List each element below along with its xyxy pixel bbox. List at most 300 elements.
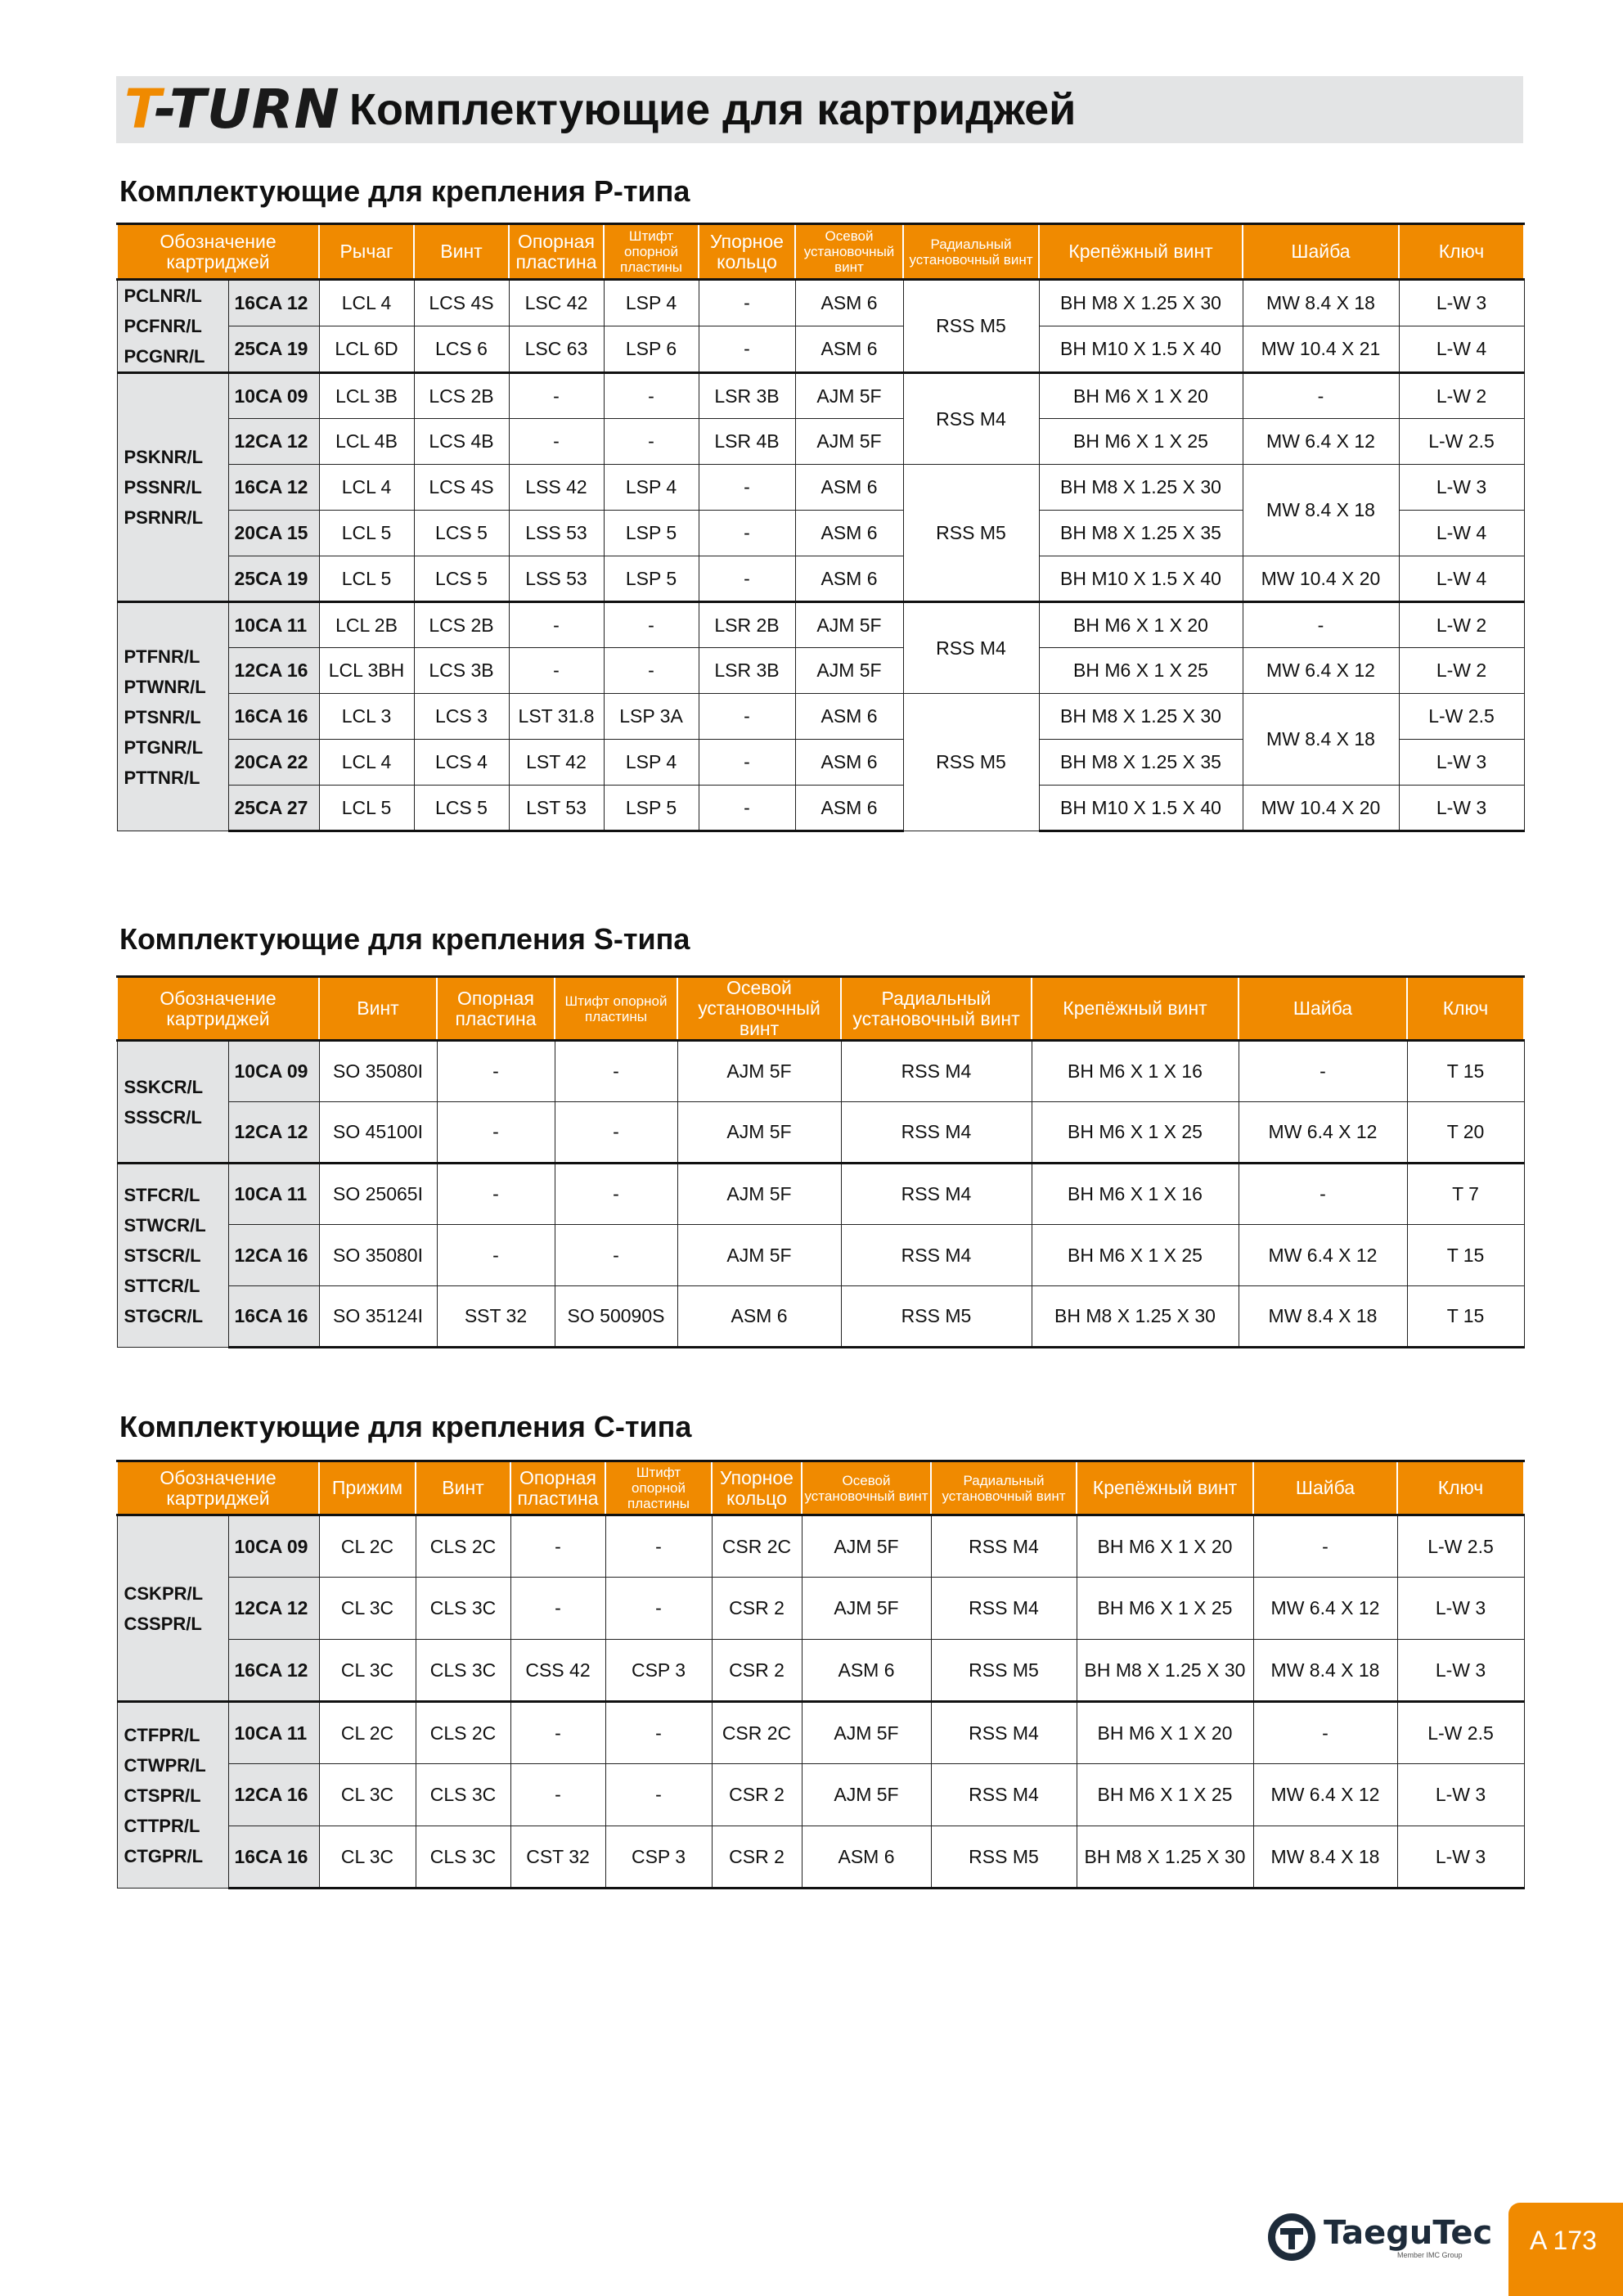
- plate-cell: CSS 42: [510, 1640, 605, 1702]
- table-row: [117, 1578, 1524, 1640]
- washer-cell: -: [1253, 1702, 1397, 1764]
- group-label: STFCR/L STWCR/L STSCR/L STTCR/L STGCR/L: [117, 1164, 228, 1348]
- table-row: [117, 1640, 1524, 1702]
- lever-cell: LCL 6D: [319, 326, 414, 373]
- pin-cell: CSP 3: [605, 1640, 712, 1702]
- radial-cell: RSS M4: [903, 602, 1039, 694]
- t-turn-logo: [124, 79, 340, 140]
- screw-cell: CLS 3C: [416, 1764, 510, 1826]
- radial-cell: RSS M4: [841, 1041, 1032, 1102]
- ring-cell: -: [699, 740, 795, 786]
- screw-cell: SO 35124I: [319, 1286, 437, 1348]
- pin-cell: LSP 4: [604, 465, 699, 511]
- clamp-screw-cell: BH M6 X 1 X 16: [1032, 1164, 1239, 1225]
- pin-cell: -: [605, 1764, 712, 1826]
- c-hdr-radial: Радиальный установочный винт: [931, 1461, 1077, 1515]
- pin-cell: LSP 4: [604, 740, 699, 786]
- cartridge-code: 12CA 12: [228, 419, 319, 465]
- key-cell: L-W 2: [1399, 602, 1524, 648]
- screw-cell: LCS 6: [414, 326, 509, 373]
- table-row: [117, 1702, 1524, 1764]
- key-cell: L-W 4: [1399, 326, 1524, 373]
- table-row: [117, 1041, 1524, 1102]
- clamp-screw-cell: BH M6 X 1 X 25: [1039, 648, 1243, 694]
- table-row: [117, 1286, 1524, 1348]
- washer-cell: MW 8.4 X 18: [1239, 1286, 1407, 1348]
- screw-cell: LCS 5: [414, 511, 509, 556]
- plate-cell: -: [510, 1515, 605, 1578]
- cartridge-code: 20CA 15: [228, 511, 319, 556]
- lever-cell: LCL 3BH: [319, 648, 414, 694]
- group-label: PCLNR/L PCFNR/L PCGNR/L: [117, 280, 228, 373]
- s-hdr-radial: Радиальный установочный винт: [841, 977, 1032, 1041]
- radial-cell: RSS M5: [931, 1826, 1077, 1889]
- clamp-screw-cell: BH M8 X 1.25 X 35: [1039, 740, 1243, 786]
- washer-cell: MW 6.4 X 12: [1243, 419, 1399, 465]
- axial-cell: AJM 5F: [795, 648, 903, 694]
- plate-cell: LSS 53: [509, 556, 604, 602]
- pin-cell: LSP 5: [604, 786, 699, 831]
- washer-cell: MW 10.4 X 21: [1243, 326, 1399, 373]
- group-label: SSKCR/L SSSCR/L: [117, 1041, 228, 1164]
- axial-cell: ASM 6: [795, 556, 903, 602]
- lever-cell: LCL 2B: [319, 602, 414, 648]
- clamp-screw-cell: BH M8 X 1.25 X 30: [1039, 465, 1243, 511]
- clamp-cell: CL 2C: [319, 1702, 416, 1764]
- cartridge-code: 12CA 12: [228, 1102, 319, 1164]
- axial-cell: AJM 5F: [802, 1702, 931, 1764]
- pin-cell: LSP 4: [604, 280, 699, 326]
- radial-cell: RSS M4: [931, 1578, 1077, 1640]
- clamp-cell: CL 3C: [319, 1578, 416, 1640]
- p-hdr-plate: Опорная пластина: [509, 224, 604, 280]
- clamp-screw-cell: BH M8 X 1.25 X 35: [1039, 511, 1243, 556]
- screw-cell: SO 25065I: [319, 1164, 437, 1225]
- table-row: [117, 1102, 1524, 1164]
- lever-cell: LCL 4: [319, 740, 414, 786]
- pin-cell: -: [555, 1041, 677, 1102]
- s-hdr-screw: Винт: [319, 977, 437, 1041]
- p-hdr-key: Ключ: [1399, 224, 1524, 280]
- table-row: [117, 556, 1524, 602]
- axial-cell: ASM 6: [677, 1286, 841, 1348]
- p-hdr-radial: Радиальный установочный винт: [903, 224, 1039, 280]
- lever-cell: LCL 5: [319, 556, 414, 602]
- clamp-screw-cell: BH M6 X 1 X 20: [1039, 373, 1243, 419]
- ring-cell: LSR 4B: [699, 419, 795, 465]
- axial-cell: AJM 5F: [802, 1578, 931, 1640]
- plate-cell: LST 53: [509, 786, 604, 831]
- key-cell: L-W 4: [1399, 556, 1524, 602]
- c-header-row: [117, 1461, 1524, 1515]
- washer-cell: -: [1243, 373, 1399, 419]
- pin-cell: SO 50090S: [555, 1286, 677, 1348]
- ring-cell: CSR 2C: [712, 1515, 802, 1578]
- plate-cell: -: [509, 602, 604, 648]
- table-row: [117, 280, 1524, 326]
- ring-cell: -: [699, 465, 795, 511]
- group-label: CSKPR/L CSSPR/L: [117, 1515, 228, 1702]
- pin-cell: -: [604, 602, 699, 648]
- page-number-tab: [1508, 2203, 1623, 2296]
- key-cell: L-W 2.5: [1399, 694, 1524, 740]
- screw-cell: CLS 2C: [416, 1702, 510, 1764]
- axial-cell: ASM 6: [795, 511, 903, 556]
- screw-cell: CLS 3C: [416, 1640, 510, 1702]
- plate-cell: -: [437, 1225, 555, 1286]
- cartridge-code: 10CA 11: [228, 602, 319, 648]
- key-cell: T 7: [1407, 1164, 1524, 1225]
- screw-cell: CLS 2C: [416, 1515, 510, 1578]
- cartridge-code: 16CA 12: [228, 1640, 319, 1702]
- clamp-screw-cell: BH M10 X 1.5 X 40: [1039, 786, 1243, 831]
- plate-cell: -: [510, 1578, 605, 1640]
- washer-cell: -: [1239, 1164, 1407, 1225]
- s-hdr-axial: Осевой установочный винт: [677, 977, 841, 1041]
- group-label: PSKNR/L PSSNR/L PSRNR/L: [117, 373, 228, 602]
- axial-cell: ASM 6: [795, 694, 903, 740]
- cartridge-code: 16CA 12: [228, 465, 319, 511]
- radial-cell: RSS M4: [931, 1764, 1077, 1826]
- p-section-title: Комплектующие для крепления P-типа: [119, 174, 690, 208]
- cartridge-code: 25CA 19: [228, 556, 319, 602]
- plate-cell: LSC 42: [509, 280, 604, 326]
- clamp-screw-cell: BH M6 X 1 X 20: [1077, 1515, 1253, 1578]
- screw-cell: LCS 5: [414, 556, 509, 602]
- table-row: [117, 1225, 1524, 1286]
- plate-cell: LSS 42: [509, 465, 604, 511]
- axial-cell: AJM 5F: [677, 1102, 841, 1164]
- plate-cell: LST 31.8: [509, 694, 604, 740]
- pin-cell: LSP 5: [604, 511, 699, 556]
- washer-cell: MW 8.4 X 18: [1243, 280, 1399, 326]
- washer-cell: MW 10.4 X 20: [1243, 786, 1399, 831]
- c-hdr-plate: Опорная пластина: [510, 1461, 605, 1515]
- clamp-screw-cell: BH M6 X 1 X 25: [1032, 1102, 1239, 1164]
- plate-cell: LSC 63: [509, 326, 604, 373]
- axial-cell: AJM 5F: [795, 419, 903, 465]
- pin-cell: LSP 5: [604, 556, 699, 602]
- key-cell: L-W 3: [1397, 1640, 1524, 1702]
- pin-cell: -: [605, 1515, 712, 1578]
- radial-cell: RSS M5: [903, 694, 1039, 831]
- pin-cell: -: [604, 419, 699, 465]
- s-hdr-designation: Обозначение картриджей: [117, 977, 319, 1041]
- screw-cell: SO 35080I: [319, 1041, 437, 1102]
- clamp-screw-cell: BH M8 X 1.25 X 30: [1077, 1826, 1253, 1889]
- screw-cell: LCS 4B: [414, 419, 509, 465]
- washer-cell: MW 8.4 X 18: [1243, 465, 1399, 556]
- washer-cell: MW 8.4 X 18: [1253, 1826, 1397, 1889]
- washer-cell: -: [1239, 1041, 1407, 1102]
- table-row: [117, 419, 1524, 465]
- clamp-screw-cell: BH M6 X 1 X 25: [1077, 1764, 1253, 1826]
- washer-cell: MW 6.4 X 12: [1253, 1764, 1397, 1826]
- radial-cell: RSS M4: [931, 1702, 1077, 1764]
- screw-cell: LCS 3: [414, 694, 509, 740]
- pin-cell: -: [605, 1702, 712, 1764]
- axial-cell: AJM 5F: [795, 373, 903, 419]
- radial-cell: RSS M4: [903, 373, 1039, 465]
- table-row: [117, 648, 1524, 694]
- logo-text: T-TURN: [124, 78, 340, 141]
- radial-cell: RSS M5: [903, 280, 1039, 373]
- clamp-screw-cell: BH M6 X 1 X 25: [1077, 1578, 1253, 1640]
- radial-cell: RSS M4: [931, 1515, 1077, 1578]
- washer-cell: MW 6.4 X 12: [1239, 1225, 1407, 1286]
- table-row: [117, 1164, 1524, 1225]
- axial-cell: ASM 6: [795, 465, 903, 511]
- screw-cell: LCS 4: [414, 740, 509, 786]
- axial-cell: AJM 5F: [677, 1041, 841, 1102]
- screw-cell: LCS 4S: [414, 465, 509, 511]
- cartridge-code: 16CA 12: [228, 280, 319, 326]
- lever-cell: LCL 3B: [319, 373, 414, 419]
- taegutec-logo: [1266, 2212, 1493, 2264]
- screw-cell: LCS 3B: [414, 648, 509, 694]
- screw-cell: CLS 3C: [416, 1826, 510, 1889]
- lever-cell: LCL 4B: [319, 419, 414, 465]
- axial-cell: AJM 5F: [677, 1225, 841, 1286]
- clamp-screw-cell: BH M6 X 1 X 20: [1039, 602, 1243, 648]
- axial-cell: AJM 5F: [802, 1764, 931, 1826]
- table-row: [117, 1515, 1524, 1578]
- key-cell: T 20: [1407, 1102, 1524, 1164]
- clamp-screw-cell: BH M6 X 1 X 25: [1032, 1225, 1239, 1286]
- key-cell: T 15: [1407, 1041, 1524, 1102]
- ring-cell: -: [699, 280, 795, 326]
- key-cell: L-W 3: [1397, 1578, 1524, 1640]
- pin-cell: -: [555, 1102, 677, 1164]
- clamp-screw-cell: BH M6 X 1 X 16: [1032, 1041, 1239, 1102]
- s-hdr-clamp-screw: Крепёжный винт: [1032, 977, 1239, 1041]
- radial-cell: RSS M4: [841, 1164, 1032, 1225]
- c-hdr-washer: Шайба: [1253, 1461, 1397, 1515]
- radial-cell: RSS M5: [903, 465, 1039, 602]
- ring-cell: LSR 3B: [699, 373, 795, 419]
- radial-cell: RSS M5: [841, 1286, 1032, 1348]
- c-hdr-key: Ключ: [1397, 1461, 1524, 1515]
- plate-cell: -: [509, 373, 604, 419]
- key-cell: L-W 3: [1399, 280, 1524, 326]
- cartridge-code: 10CA 09: [228, 373, 319, 419]
- page-number: A 173: [1530, 2226, 1597, 2255]
- ring-cell: -: [699, 786, 795, 831]
- clamp-screw-cell: BH M6 X 1 X 25: [1039, 419, 1243, 465]
- radial-cell: RSS M4: [841, 1102, 1032, 1164]
- key-cell: L-W 2.5: [1397, 1515, 1524, 1578]
- screw-cell: CLS 3C: [416, 1578, 510, 1640]
- cartridge-code: 16CA 16: [228, 1826, 319, 1889]
- s-header-row: [117, 977, 1524, 1041]
- ring-cell: -: [699, 694, 795, 740]
- clamp-cell: CL 3C: [319, 1640, 416, 1702]
- table-row: [117, 326, 1524, 373]
- p-hdr-clamp-screw: Крепёжный винт: [1039, 224, 1243, 280]
- key-cell: L-W 4: [1399, 511, 1524, 556]
- clamp-screw-cell: BH M8 X 1.25 X 30: [1077, 1640, 1253, 1702]
- p-hdr-designation: Обозначение картриджей: [117, 224, 319, 280]
- key-cell: L-W 3: [1397, 1826, 1524, 1889]
- plate-cell: -: [510, 1702, 605, 1764]
- brand-name: TaeguTec: [1324, 2214, 1493, 2252]
- cartridge-code: 20CA 22: [228, 740, 319, 786]
- key-cell: L-W 2: [1399, 373, 1524, 419]
- cartridge-code: 16CA 16: [228, 1286, 319, 1348]
- p-header-row: [117, 224, 1524, 280]
- clamp-screw-cell: BH M10 X 1.5 X 40: [1039, 326, 1243, 373]
- key-cell: L-W 3: [1397, 1764, 1524, 1826]
- cartridge-code: 12CA 12: [228, 1578, 319, 1640]
- clamp-cell: CL 3C: [319, 1764, 416, 1826]
- ring-cell: CSR 2: [712, 1764, 802, 1826]
- table-row: [117, 465, 1524, 511]
- key-cell: L-W 2.5: [1399, 419, 1524, 465]
- pin-cell: LSP 3A: [604, 694, 699, 740]
- lever-cell: LCL 5: [319, 786, 414, 831]
- s-hdr-key: Ключ: [1407, 977, 1524, 1041]
- c-hdr-axial: Осевой установочный винт: [802, 1461, 931, 1515]
- pin-cell: -: [605, 1578, 712, 1640]
- axial-cell: ASM 6: [802, 1826, 931, 1889]
- screw-cell: LCS 5: [414, 786, 509, 831]
- radial-cell: RSS M5: [931, 1640, 1077, 1702]
- axial-cell: ASM 6: [795, 326, 903, 373]
- p-type-table: [116, 223, 1525, 832]
- clamp-screw-cell: BH M8 X 1.25 X 30: [1039, 280, 1243, 326]
- key-cell: L-W 2: [1399, 648, 1524, 694]
- p-hdr-screw: Винт: [414, 224, 509, 280]
- plate-cell: -: [437, 1102, 555, 1164]
- s-section-title: Комплектующие для крепления S-типа: [119, 922, 690, 956]
- c-hdr-clamp: Прижим: [319, 1461, 416, 1515]
- taegutec-emblem-icon: [1266, 2212, 1317, 2262]
- p-hdr-washer: Шайба: [1243, 224, 1399, 280]
- c-hdr-designation: Обозначение картриджей: [117, 1461, 319, 1515]
- plate-cell: -: [437, 1041, 555, 1102]
- cartridge-code: 12CA 16: [228, 648, 319, 694]
- table-row: [117, 786, 1524, 831]
- plate-cell: LST 42: [509, 740, 604, 786]
- axial-cell: ASM 6: [802, 1640, 931, 1702]
- group-label: CTFPR/L CTWPR/L CTSPR/L CTTPR/L CTGPR/L: [117, 1702, 228, 1889]
- pin-cell: -: [555, 1225, 677, 1286]
- c-type-table: [116, 1460, 1525, 1889]
- c-section-title: Комплектующие для крепления C-типа: [119, 1410, 692, 1443]
- screw-cell: LCS 2B: [414, 373, 509, 419]
- lever-cell: LCL 4: [319, 465, 414, 511]
- screw-cell: LCS 4S: [414, 280, 509, 326]
- lever-cell: LCL 4: [319, 280, 414, 326]
- c-hdr-screw: Винт: [416, 1461, 510, 1515]
- ring-cell: LSR 2B: [699, 602, 795, 648]
- plate-cell: SST 32: [437, 1286, 555, 1348]
- pin-cell: -: [604, 373, 699, 419]
- plate-cell: -: [437, 1164, 555, 1225]
- c-hdr-clamp-screw: Крепёжный винт: [1077, 1461, 1253, 1515]
- clamp-screw-cell: BH M10 X 1.5 X 40: [1039, 556, 1243, 602]
- clamp-screw-cell: BH M8 X 1.25 X 30: [1032, 1286, 1239, 1348]
- c-hdr-ring: Упорное кольцо: [712, 1461, 802, 1515]
- washer-cell: -: [1253, 1515, 1397, 1578]
- table-row: [117, 1826, 1524, 1889]
- washer-cell: -: [1243, 602, 1399, 648]
- ring-cell: CSR 2C: [712, 1702, 802, 1764]
- key-cell: L-W 2.5: [1397, 1702, 1524, 1764]
- p-hdr-pin: Штифт опорной пластины: [604, 224, 699, 280]
- clamp-cell: CL 3C: [319, 1826, 416, 1889]
- cartridge-code: 25CA 19: [228, 326, 319, 373]
- cartridge-code: 25CA 27: [228, 786, 319, 831]
- washer-cell: MW 10.4 X 20: [1243, 556, 1399, 602]
- clamp-screw-cell: BH M8 X 1.25 X 30: [1039, 694, 1243, 740]
- axial-cell: ASM 6: [795, 786, 903, 831]
- washer-cell: MW 8.4 X 18: [1243, 694, 1399, 786]
- ring-cell: -: [699, 511, 795, 556]
- page-title: Комплектующие для картриджей: [349, 85, 1077, 134]
- clamp-cell: CL 2C: [319, 1515, 416, 1578]
- cartridge-code: 10CA 11: [228, 1164, 319, 1225]
- cartridge-code: 10CA 09: [228, 1041, 319, 1102]
- ring-cell: CSR 2: [712, 1640, 802, 1702]
- table-row: [117, 1764, 1524, 1826]
- cartridge-code: 12CA 16: [228, 1764, 319, 1826]
- ring-cell: -: [699, 326, 795, 373]
- table-row: [117, 373, 1524, 419]
- plate-cell: CST 32: [510, 1826, 605, 1889]
- group-label: PTFNR/L PTWNR/L PTSNR/L PTGNR/L PTTNR/L: [117, 602, 228, 831]
- axial-cell: AJM 5F: [802, 1515, 931, 1578]
- axial-cell: AJM 5F: [795, 602, 903, 648]
- c-hdr-pin: Штифт опорной пластины: [605, 1461, 712, 1515]
- key-cell: L-W 3: [1399, 786, 1524, 831]
- s-type-table: [116, 975, 1525, 1348]
- ring-cell: -: [699, 556, 795, 602]
- screw-cell: SO 35080I: [319, 1225, 437, 1286]
- washer-cell: MW 6.4 X 12: [1239, 1102, 1407, 1164]
- s-hdr-plate: Опорная пластина: [437, 977, 555, 1041]
- p-hdr-axial: Осевой установочный винт: [795, 224, 903, 280]
- axial-cell: AJM 5F: [677, 1164, 841, 1225]
- pin-cell: -: [555, 1164, 677, 1225]
- brand-subtitle: Member IMC Group: [1397, 2251, 1463, 2259]
- p-hdr-lever: Рычаг: [319, 224, 414, 280]
- s-hdr-washer: Шайба: [1239, 977, 1407, 1041]
- ring-cell: CSR 2: [712, 1578, 802, 1640]
- plate-cell: -: [509, 648, 604, 694]
- ring-cell: LSR 3B: [699, 648, 795, 694]
- ring-cell: CSR 2: [712, 1826, 802, 1889]
- p-hdr-ring: Упорное кольцо: [699, 224, 795, 280]
- radial-cell: RSS M4: [841, 1225, 1032, 1286]
- plate-cell: -: [510, 1764, 605, 1826]
- plate-cell: -: [509, 419, 604, 465]
- key-cell: L-W 3: [1399, 740, 1524, 786]
- cartridge-code: 16CA 16: [228, 694, 319, 740]
- washer-cell: MW 8.4 X 18: [1253, 1640, 1397, 1702]
- s-hdr-pin: Штифт опорной пластины: [555, 977, 677, 1041]
- cartridge-code: 10CA 11: [228, 1702, 319, 1764]
- pin-cell: LSP 6: [604, 326, 699, 373]
- washer-cell: MW 6.4 X 12: [1253, 1578, 1397, 1640]
- key-cell: T 15: [1407, 1225, 1524, 1286]
- table-row: [117, 694, 1524, 740]
- plate-cell: LSS 53: [509, 511, 604, 556]
- screw-cell: SO 45100I: [319, 1102, 437, 1164]
- cartridge-code: 10CA 09: [228, 1515, 319, 1578]
- cartridge-code: 12CA 16: [228, 1225, 319, 1286]
- axial-cell: ASM 6: [795, 280, 903, 326]
